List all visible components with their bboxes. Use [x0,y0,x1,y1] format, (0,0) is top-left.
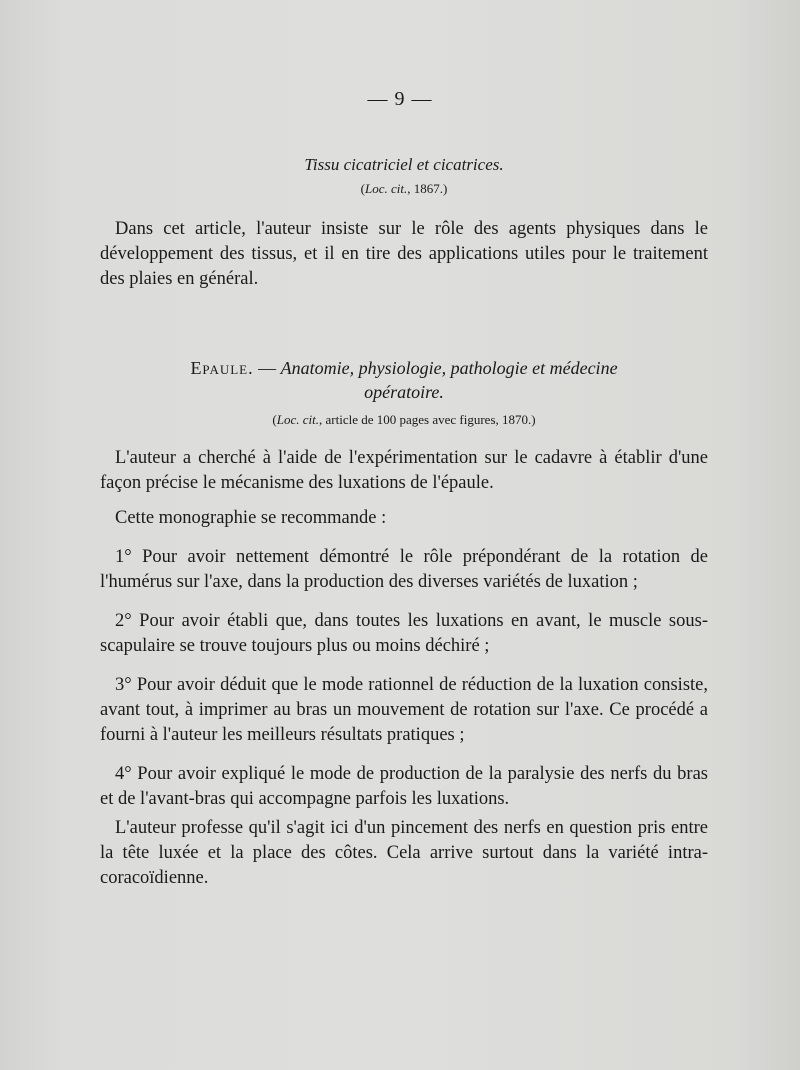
section-citation: (Loc. cit., 1867.) [360,181,448,196]
list-item: 2° Pour avoir établi que, dans toutes les luxations en avant, le muscle sous-scapulaire se trouve toujours plus ou moins déchiré ; [100,611,708,656]
list-item: 3° Pour avoir déduit que le mode rationnel de réduction de la luxation consiste, avant tout, à imprimer au bras un mouvement de rotation sur l'axe. Ce procédé a fourni à l'auteur les meilleurs résultats pratiques ; [100,675,708,745]
section-epaule [100,356,708,891]
citation-ref: Loc. cit. [276,412,319,427]
section-title: Tissu cicatriciel et cicatrices. [304,155,504,174]
paragraph: L'auteur professe qu'il s'agit ici d'un pincement des nerfs en question pris entre la tête luxée et la place des côtes. Cela arrive surtout dans la variété intra-coracoïdienne. [100,818,708,888]
paragraph: Cette monographie se recommande : [115,508,387,528]
heading-title-line2: opératoire. [364,382,444,402]
paragraph: Dans cet article, l'auteur insiste sur le rôle des agents physiques dans le développement des tissus, et il en tire des applications utiles pour le traitement des plaies en général. [100,219,708,289]
list-item: 4° Pour avoir expliqué le mode de production de la paralysie des nerfs du bras et de l'avant-bras qui accompagne parfois les luxations. [100,764,708,809]
citation-ref: Loc. cit. [365,181,408,196]
section-heading: Epaule. — Anatomie, physiologie, pathologie et médecine opératoire. [190,358,618,402]
heading-title-line1: Anatomie, physiologie, pathologie et médecine [280,358,618,378]
section-citation: (Loc. cit., article de 100 pages avec figures, 1870.) [272,412,536,427]
list-item: 1° Pour avoir nettement démontré le rôle prépondérant de la rotation de l'humérus sur l'axe, dans la production des diverses variétés de luxation ; [100,547,708,592]
paragraph: L'auteur a cherché à l'aide de l'expérimentation sur le cadavre à établir d'une façon précise le mécanisme des luxations de l'épaule. [100,448,708,493]
page-number: — 9 — [367,88,433,110]
heading-label: Epaule. [190,358,254,378]
section-tissu-cicatriciel [100,155,708,292]
